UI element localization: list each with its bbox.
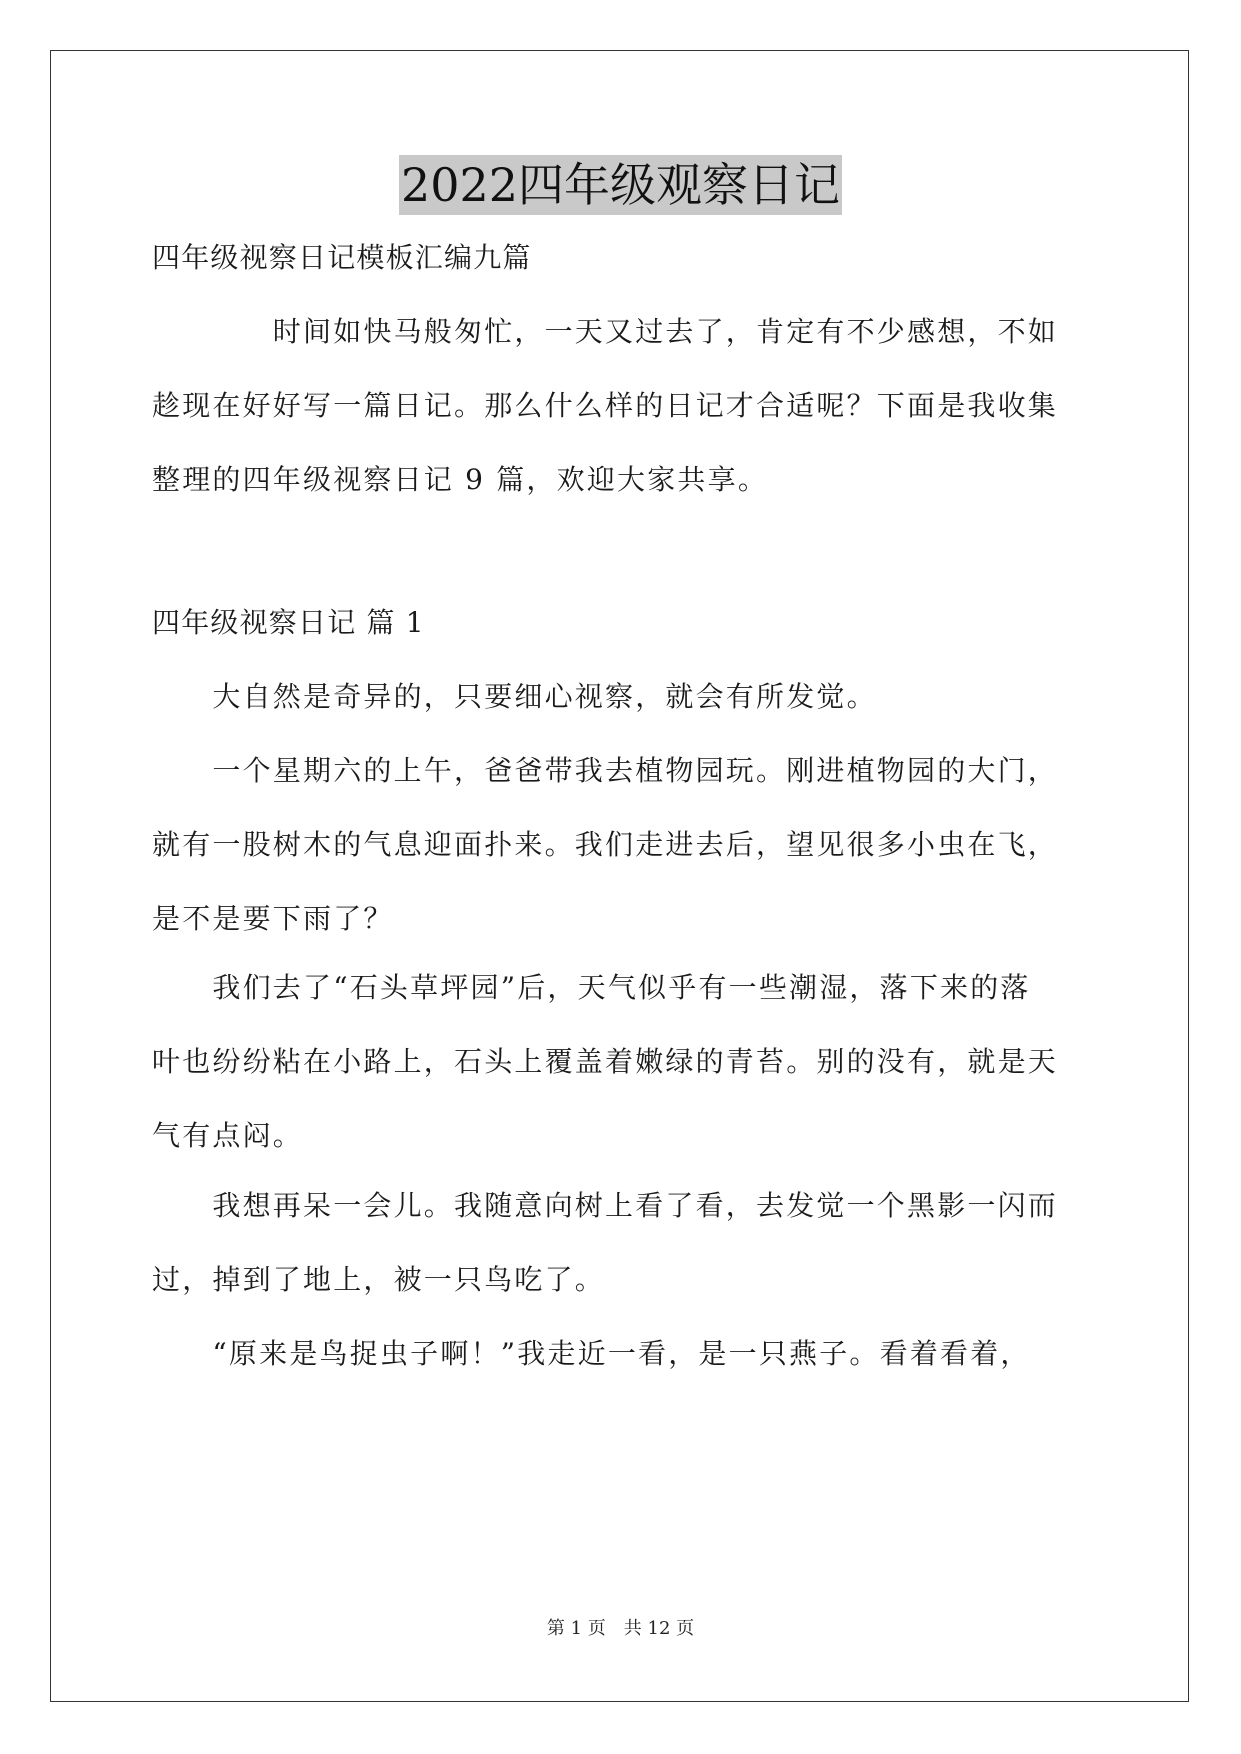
body-line: 我们去了“石头草坪园”后，天气似乎有一些潮湿，落下来的落: [152, 971, 1031, 1004]
body-line: 气有点闷。: [152, 1119, 304, 1152]
intro-line: 整理的四年级视察日记 9 篇，欢迎大家共享。: [152, 463, 769, 496]
body-line: 过，掉到了地上，被一只鸟吃了。: [152, 1263, 606, 1296]
body-line: “原来是鸟捉虫子啊！”我走近一看，是一只燕子。看着看着，: [152, 1337, 1031, 1370]
title-container: [0, 155, 1241, 215]
document-title: 2022四年级观察日记: [399, 155, 842, 215]
intro-line: 趁现在好好写一篇日记。那么什么样的日记才合适呢？下面是我收集: [152, 389, 1059, 422]
body-line: 就有一股树木的气息迎面扑来。我们走进去后，望见很多小虫在飞，: [152, 828, 1059, 861]
page-footer: 第 1 页 共 12 页: [546, 1618, 695, 1639]
body-line: 是不是要下雨了？: [152, 902, 394, 935]
body-line: 一个星期六的上午，爸爸带我去植物园玩。刚进植物园的大门，: [152, 754, 1059, 787]
section-heading: 四年级视察日记 篇 1: [152, 606, 425, 639]
page-border: [50, 50, 1189, 1702]
document-subtitle: 四年级视察日记模板汇编九篇: [152, 241, 532, 274]
body-line: 大自然是奇异的，只要细心视察，就会有所发觉。: [152, 680, 877, 713]
body-line: 叶也纷纷粘在小路上，石头上覆盖着嫩绿的青苔。别的没有，就是天: [152, 1045, 1059, 1078]
body-line: 我想再呆一会儿。我随意向树上看了看，去发觉一个黑影一闪而: [152, 1189, 1059, 1222]
intro-line: 时间如快马般匆忙，一天又过去了，肯定有不少感想，不如: [152, 315, 1059, 348]
